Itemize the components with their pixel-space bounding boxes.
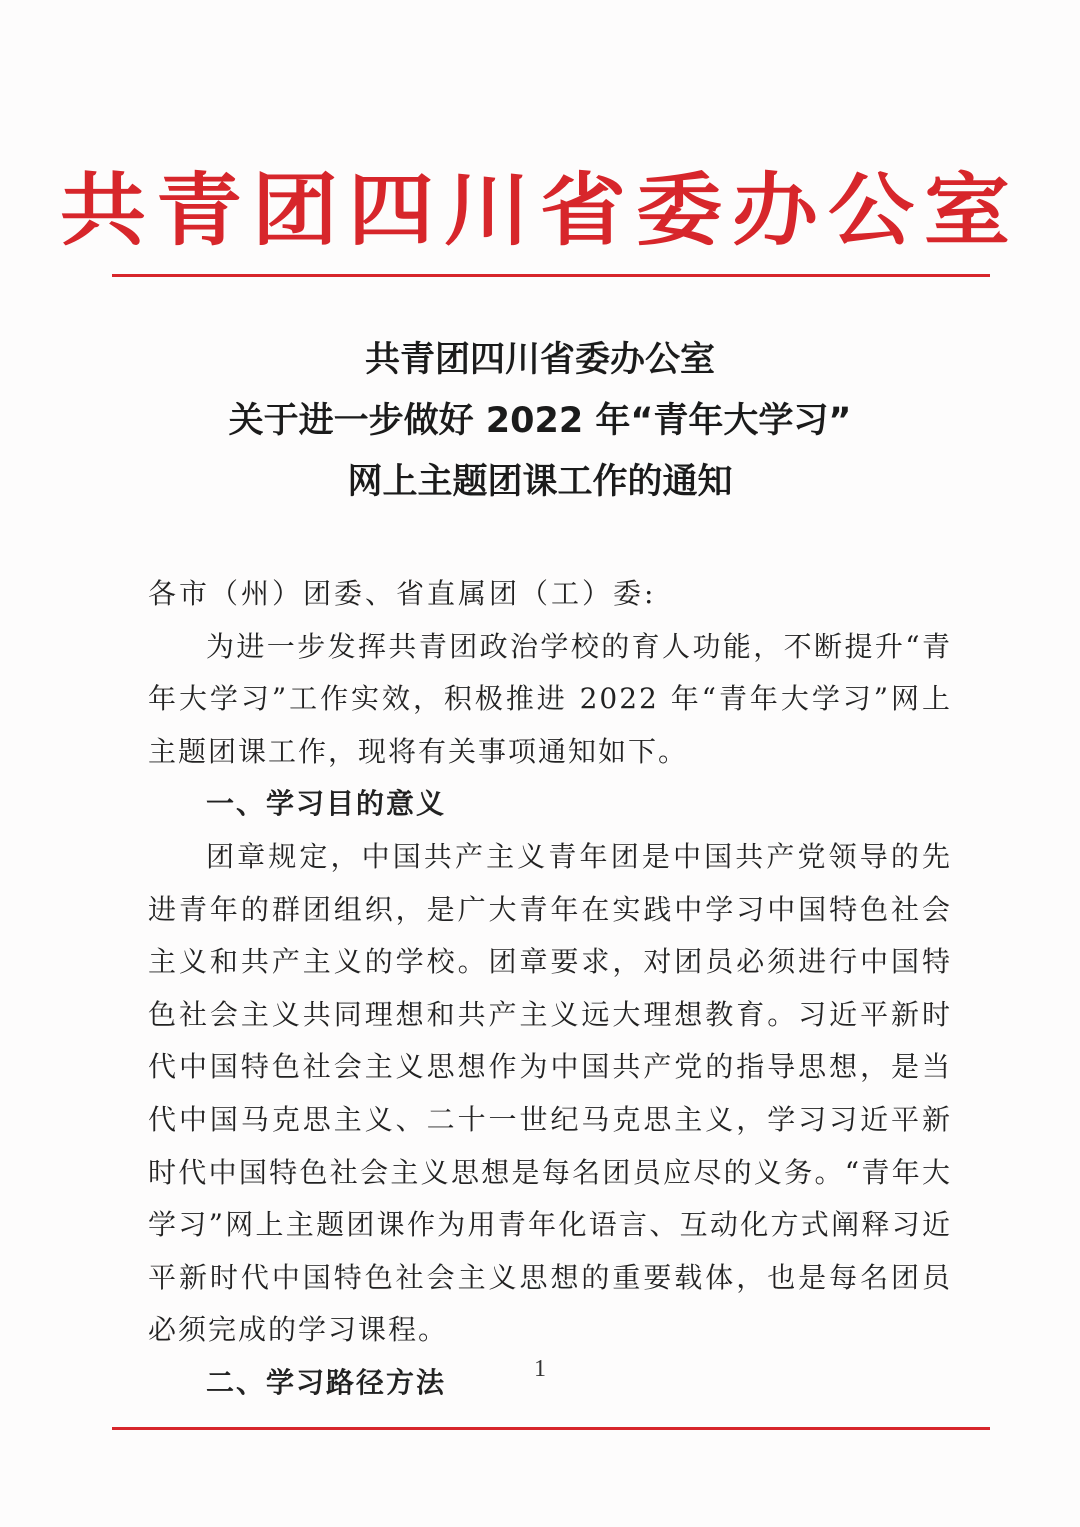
section-1-paragraph: 团章规定，中国共产主义青年团是中国共产党领导的先进青年的群团组织，是广大青年在实践中学习中国特色社会主义和共产主义的学校。团章要求，对团员必须进行中国特色社会主义共同理想和共产主义远大理想教育。习近平新时代中国特色社会主义思想作为中国共产党的指导思想，是当代中国马克思主义、二十一世纪马克思主义，学习习近平新时代中国特色社会主义思想是每名团员应尽的义务。“青年大学习”网上主题团课作为用青年化语言、互动化方式阐释习近平新时代中国特色社会主义思想的重要载体，也是每名团员必须完成的学习课程。 bbox=[148, 839, 952, 1347]
title-line-2: 关于进一步做好 2022 年“青年大学习” bbox=[228, 401, 852, 441]
title-line-1: 共青团四川省委办公室 bbox=[364, 340, 715, 380]
document-title bbox=[0, 330, 1080, 513]
masthead-red-rule bbox=[112, 274, 990, 277]
masthead-organization: 共青团四川省委办公室 bbox=[60, 165, 1020, 257]
section-2-heading: 二、学习路径方法 bbox=[206, 1365, 447, 1399]
page-number: 1 bbox=[534, 1356, 546, 1382]
title-line-3: 网上主题团课工作的通知 bbox=[347, 462, 733, 502]
document-body bbox=[148, 568, 952, 1410]
section-1-heading: 一、学习目的意义 bbox=[206, 787, 447, 821]
salutation: 各市（州）团委、省直属团（工）委: bbox=[148, 577, 657, 610]
intro-paragraph: 为进一步发挥共青团政治学校的育人功能，不断提升“青年大学习”工作实效，积极推进 2022 年“青年大学习”网上主题团课工作，现将有关事项通知如下。 bbox=[148, 629, 952, 768]
footer-red-rule bbox=[112, 1427, 990, 1430]
